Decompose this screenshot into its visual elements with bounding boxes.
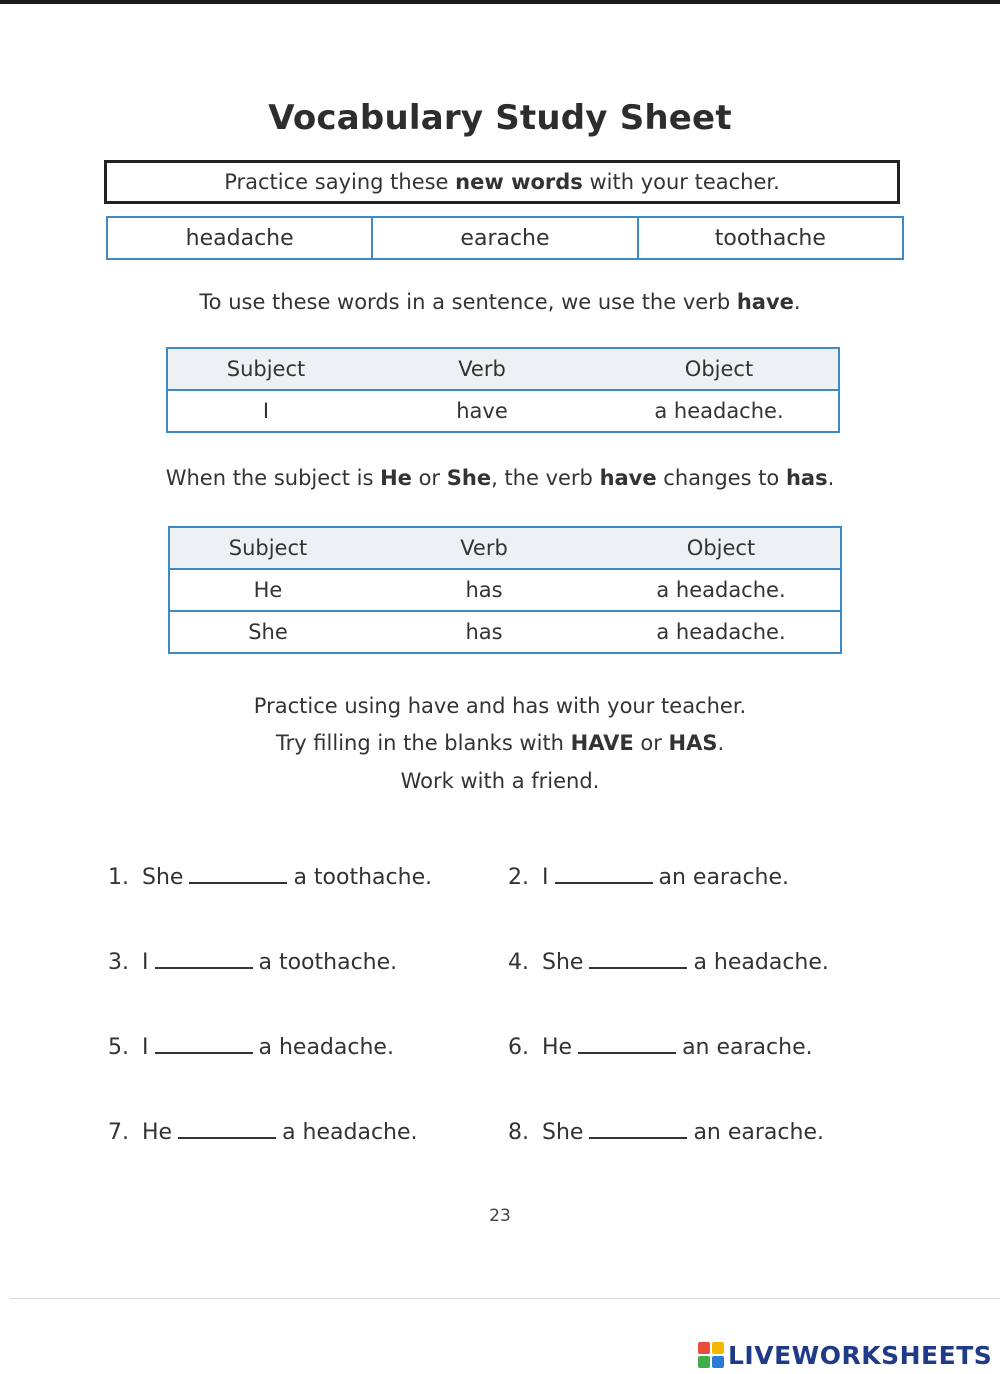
exercise-number: 5. [108, 1035, 129, 1060]
intro2-bold-she: She [446, 466, 492, 490]
answer-blank[interactable] [189, 860, 287, 884]
exercise-subject: She [142, 865, 184, 890]
vocabulary-words-row [106, 216, 904, 260]
exercise-item [508, 945, 829, 975]
cell-verb: has [366, 611, 602, 653]
practice-text-bold: new words [455, 170, 583, 194]
exercise-object: a headache. [693, 950, 829, 975]
exercise-item [108, 860, 432, 890]
answer-blank[interactable] [555, 860, 653, 884]
cell-verb: have [364, 390, 600, 432]
logo-square [712, 1356, 724, 1368]
answer-blank[interactable] [589, 1115, 687, 1139]
instruction-line-3: Work with a friend. [400, 769, 600, 793]
intro-have-sentence [0, 290, 1000, 314]
logo-grid-icon [698, 1342, 724, 1368]
exercise-item [508, 860, 789, 890]
exercise-number: 7. [108, 1120, 129, 1145]
footer-divider [10, 1298, 1000, 1299]
logo-square [698, 1342, 710, 1354]
vocab-word: toothache [714, 225, 826, 251]
exercise-item [508, 1115, 824, 1145]
page-title: Vocabulary Study Sheet [268, 98, 732, 138]
answer-blank[interactable] [578, 1030, 676, 1054]
header-subject: Subject [167, 348, 364, 390]
header-verb: Verb [366, 527, 602, 569]
table-row [167, 390, 839, 432]
logo-square [698, 1356, 710, 1368]
exercise-object: an earache. [682, 1035, 813, 1060]
intro2-text: or [411, 466, 447, 490]
cell-object: a headache. [600, 390, 839, 432]
header-verb: Verb [364, 348, 600, 390]
answer-blank[interactable] [155, 1030, 253, 1054]
instruction-bold-has: HAS [668, 731, 718, 755]
exercise-object: a toothache. [258, 950, 398, 975]
instruction-bold-have: HAVE [570, 731, 634, 755]
instruction-text: Try filling in the blanks with [275, 731, 571, 755]
exercise-object: an earache. [693, 1120, 824, 1145]
intro2-text: When the subject is [165, 466, 381, 490]
intro2-bold-have: have [599, 466, 657, 490]
exercise-number: 1. [108, 865, 129, 890]
answer-blank[interactable] [178, 1115, 276, 1139]
exercise-object: a headache. [282, 1120, 418, 1145]
exercise-subject: He [542, 1035, 573, 1060]
cell-subject: I [167, 390, 364, 432]
intro2-bold-has: has [785, 466, 828, 490]
exercise-item [108, 1115, 418, 1145]
exercise-object: a headache. [258, 1035, 394, 1060]
intro2-text: , the verb [491, 466, 600, 490]
table-header-row [169, 527, 841, 569]
answer-blank[interactable] [589, 945, 687, 969]
exercise-subject: I [142, 950, 149, 975]
instruction-text: . [717, 731, 725, 755]
grammar-table-has [168, 526, 842, 654]
practice-text-after: with your teacher. [582, 170, 780, 194]
logo-square [712, 1342, 724, 1354]
exercise-number: 3. [108, 950, 129, 975]
exercise-object: an earache. [658, 865, 790, 890]
exercise-number: 2. [508, 865, 529, 890]
instruction-line-2 [0, 731, 1000, 755]
intro1-bold: have [736, 290, 794, 314]
header-object: Object [600, 348, 839, 390]
intro1-after: . [793, 290, 801, 314]
logo-text: LIVEWORKSHEETS [728, 1340, 993, 1370]
exercise-number: 6. [508, 1035, 529, 1060]
instruction-line-1: Practice using have and has with your teacher. [253, 694, 747, 718]
cell-object: a headache. [602, 569, 841, 611]
table-row [169, 611, 841, 653]
cell-object: a headache. [602, 611, 841, 653]
exercise-item [508, 1030, 813, 1060]
exercise-item [108, 945, 397, 975]
exercise-number: 4. [508, 950, 529, 975]
scan-edge-line [0, 0, 1000, 4]
instruction-text: or [633, 731, 669, 755]
exercise-subject: He [142, 1120, 173, 1145]
cell-subject: He [169, 569, 366, 611]
intro-has-sentence [0, 466, 1000, 490]
table-header-row [167, 348, 839, 390]
page-number: 23 [489, 1206, 511, 1226]
header-subject: Subject [169, 527, 366, 569]
exercise-subject: I [142, 1035, 149, 1060]
intro2-bold-he: He [380, 466, 412, 490]
answer-blank[interactable] [155, 945, 253, 969]
intro2-text: . [827, 466, 835, 490]
intro1-text: To use these words in a sentence, we use the verb [199, 290, 737, 314]
exercise-subject: She [542, 1120, 584, 1145]
table-row [169, 569, 841, 611]
cell-verb: has [366, 569, 602, 611]
exercise-item [108, 1030, 394, 1060]
grammar-table-have [166, 347, 840, 433]
exercise-subject: She [542, 950, 584, 975]
exercise-object: a toothache. [293, 865, 433, 890]
practice-text-before: Practice saying these [224, 170, 456, 194]
vocab-word: earache [373, 218, 638, 258]
header-object: Object [602, 527, 841, 569]
liveworksheets-logo [698, 1340, 992, 1370]
practice-instruction-box [104, 160, 900, 204]
vocab-word: headache [108, 218, 373, 258]
exercise-number: 8. [508, 1120, 529, 1145]
exercise-subject: I [542, 865, 549, 890]
cell-subject: She [169, 611, 366, 653]
intro2-text: changes to [656, 466, 786, 490]
